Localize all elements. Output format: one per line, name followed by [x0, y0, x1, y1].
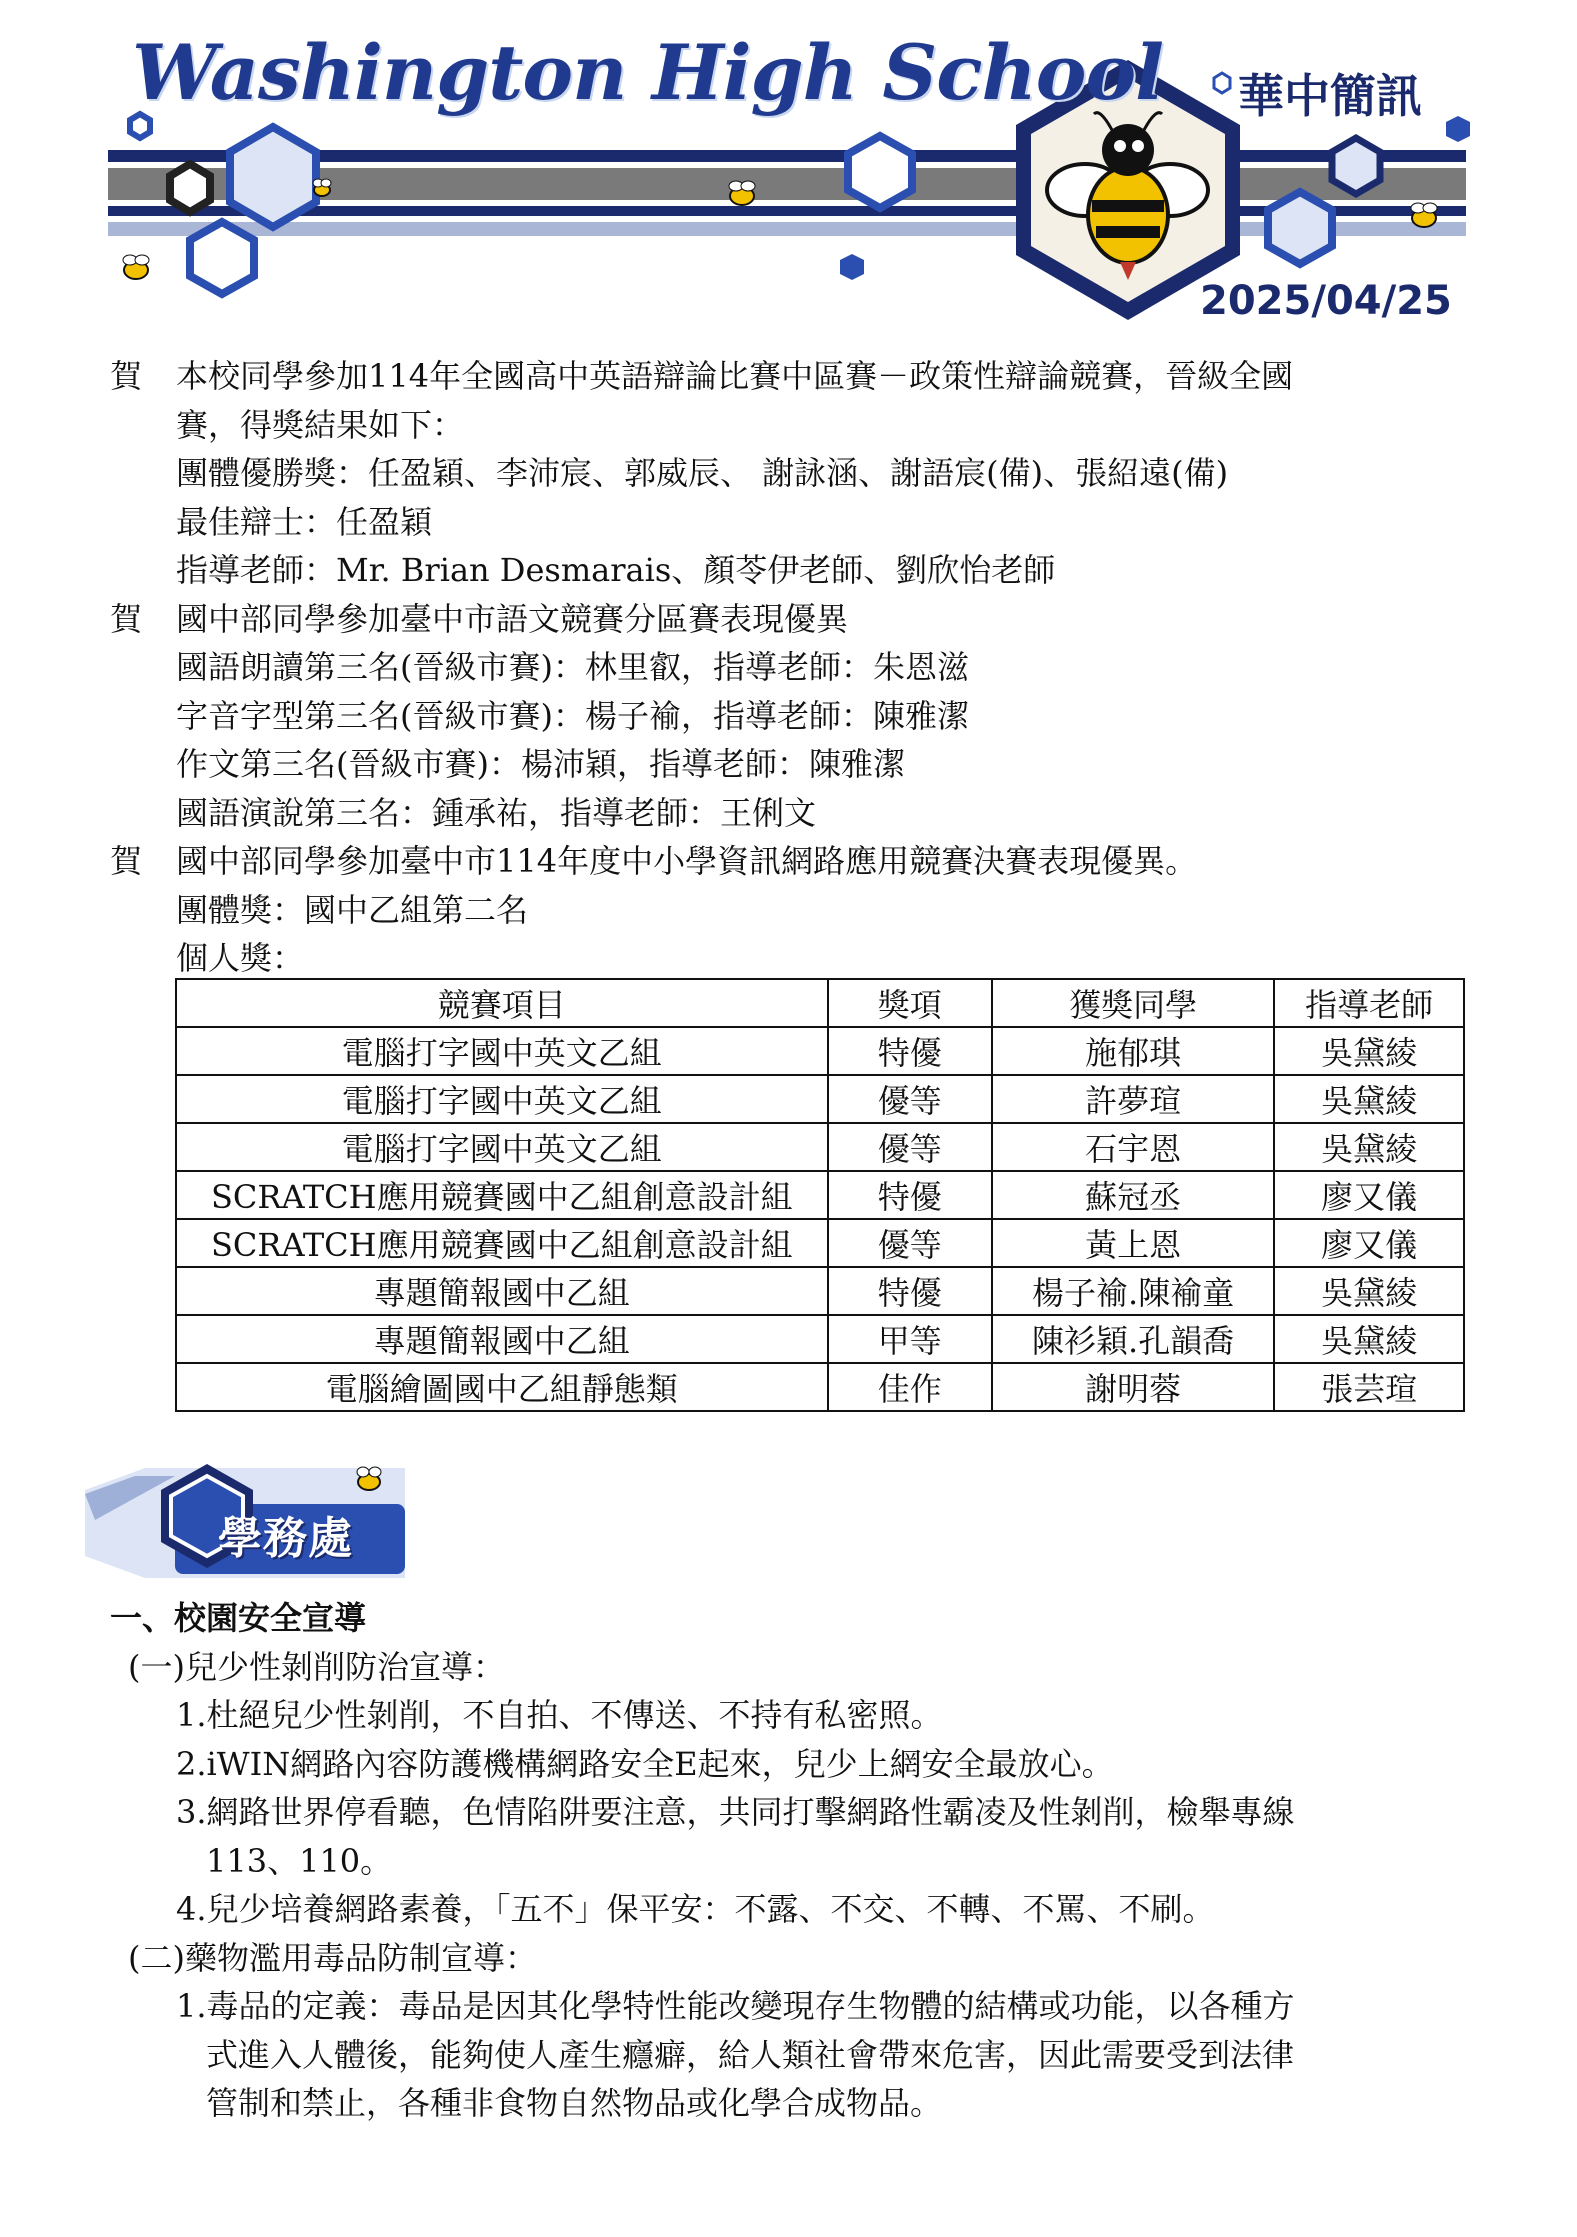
column-header: 獲獎同學	[992, 979, 1274, 1027]
table-row	[176, 1075, 1464, 1123]
announcement-2-line: 國語演說第三名：鍾承祐，指導老師：王俐文	[176, 793, 817, 832]
announcement-1-line: 團體優勝獎：任盈穎、李沛宸、郭威辰、 謝詠涵、謝語宸(備)、張紹遠(備)	[176, 454, 1229, 492]
announcement-1-line: 指導老師：Mr. Brian Desmarais、顏苓伊老師、劉欣怡老師	[176, 551, 1056, 589]
announcement-3-line: 團體獎：國中乙組第二名	[176, 890, 529, 929]
announcement-1-line: 最佳辯士：任盈穎	[176, 502, 433, 541]
table-cell: 吳黛綾	[1274, 1075, 1464, 1123]
table-cell: 特優	[828, 1267, 992, 1315]
table-row	[176, 1267, 1464, 1315]
table-cell: 陳衫穎.孔韻喬	[992, 1315, 1274, 1363]
table-cell: 電腦打字國中英文乙組	[176, 1123, 828, 1171]
table-row	[176, 1027, 1464, 1075]
table-cell: 廖又儀	[1274, 1219, 1464, 1267]
list-item: 2.iWIN網路內容防護機構網路安全E起來，兒少上網安全最放心。	[176, 1744, 1114, 1783]
table-cell: 特優	[828, 1171, 992, 1219]
list-item: 3.網路世界停看聽，色情陷阱要注意，共同打擊網路性霸凌及性剝削，檢舉專線	[176, 1793, 1295, 1831]
small-bee-icon	[357, 1467, 381, 1490]
list-item-continuation: 113、110。	[206, 1841, 393, 1880]
announcement-2-line: 字音字型第三名(晉級市賽)：楊子褕，指導老師：陳雅潔	[176, 696, 969, 735]
table-cell: SCRATCH應用競賽國中乙組創意設計組	[176, 1171, 828, 1219]
issue-date: 2025/04/25	[1200, 278, 1452, 324]
table-cell: 優等	[828, 1075, 992, 1123]
table-row	[176, 1171, 1464, 1219]
school-title: Washington High School	[132, 28, 1164, 117]
announcement-1-heading: 賀 本校同學參加114年全國高中英語辯論比賽中區賽－政策性辯論競賽，晉級全國	[110, 357, 1294, 395]
column-header: 競賽項目	[176, 979, 828, 1027]
table-cell: 楊子褕.陳褕童	[992, 1267, 1274, 1315]
campus-safety-section	[110, 1594, 1510, 2128]
table-cell: 施郁琪	[992, 1027, 1274, 1075]
small-bee-icon	[123, 255, 149, 279]
table-row	[176, 1315, 1464, 1363]
announcement-2-line: 作文第三名(晉級市賽)：楊沛穎，指導老師：陳雅潔	[176, 745, 905, 783]
table-cell: 張芸瑄	[1274, 1363, 1464, 1411]
department-label: 學務處	[218, 1513, 353, 1564]
announcement-2-heading: 賀 國中部同學參加臺中市語文競賽分區賽表現優異	[110, 599, 849, 638]
table-row	[176, 1363, 1464, 1411]
column-header: 獎項	[828, 979, 992, 1027]
list-item: 4.兒少培養網路素養，「五不」保平安：不露、不交、不轉、不罵、不刷。	[176, 1890, 1215, 1928]
list-item: 1.毒品的定義：毒品是因其化學特性能改變現存生物體的結構或功能，以各種方	[176, 1987, 1295, 2025]
list-item-continuation: 管制和禁止，各種非食物自然物品或化學合成物品。	[206, 2084, 943, 2122]
subsection-title: (一)兒少性剝削防治宣導：	[128, 1647, 505, 1686]
table-cell: 特優	[828, 1027, 992, 1075]
table-cell: 優等	[828, 1219, 992, 1267]
small-bee-icon	[729, 181, 755, 205]
small-bee-icon	[1411, 203, 1437, 227]
table-cell: 電腦打字國中英文乙組	[176, 1027, 828, 1075]
announcement-3-heading: 賀 國中部同學參加臺中市114年度中小學資訊網路應用競賽決賽表現優異。	[110, 842, 1198, 880]
list-item: 1.杜絕兒少性剝削，不自拍、不傳送、不持有私密照。	[176, 1696, 943, 1734]
table-cell: 佳作	[828, 1363, 992, 1411]
table-cell: 吳黛綾	[1274, 1123, 1464, 1171]
announcements	[110, 352, 1490, 983]
table-row	[176, 1123, 1464, 1171]
table-header-row	[176, 979, 1464, 1027]
awards-table	[175, 978, 1465, 1412]
table-cell: 專題簡報國中乙組	[176, 1315, 828, 1363]
table-cell: SCRATCH應用競賽國中乙組創意設計組	[176, 1219, 828, 1267]
announcement-2-line: 國語朗讀第三名(晉級市賽)：林里叡，指導老師：朱恩滋	[176, 648, 969, 686]
table-cell: 吳黛綾	[1274, 1267, 1464, 1315]
table-cell: 許夢瑄	[992, 1075, 1274, 1123]
table-row	[176, 1219, 1464, 1267]
subsection-title: (二)藥物濫用毒品防制宣導：	[128, 1938, 537, 1977]
column-header: 指導老師	[1274, 979, 1464, 1027]
announcement-1-continuation: 賽，得獎結果如下：	[176, 405, 465, 444]
table-cell: 廖又儀	[1274, 1171, 1464, 1219]
table-cell: 石宇恩	[992, 1123, 1274, 1171]
table-cell: 甲等	[828, 1315, 992, 1363]
section-title: 一、校園安全宣導	[110, 1599, 367, 1637]
table-cell: 吳黛綾	[1274, 1027, 1464, 1075]
table-cell: 電腦繪圖國中乙組靜態類	[176, 1363, 828, 1411]
table-cell: 專題簡報國中乙組	[176, 1267, 828, 1315]
list-item-continuation: 式進入人體後，能夠使人產生癮癖，給人類社會帶來危害，因此需要受到法律	[206, 2035, 1295, 2074]
table-cell: 優等	[828, 1123, 992, 1171]
small-bee-icon	[313, 179, 331, 196]
logo-text: WHS	[1109, 226, 1147, 242]
table-cell: 電腦打字國中英文乙組	[176, 1075, 828, 1123]
table-cell: 謝明蓉	[992, 1363, 1274, 1411]
table-cell: 吳黛綾	[1274, 1315, 1464, 1363]
newsletter-name: 華中簡訊	[1238, 69, 1422, 123]
table-cell: 蘇冠丞	[992, 1171, 1274, 1219]
announcement-3-line: 個人獎：	[176, 939, 305, 977]
table-cell: 黃上恩	[992, 1219, 1274, 1267]
